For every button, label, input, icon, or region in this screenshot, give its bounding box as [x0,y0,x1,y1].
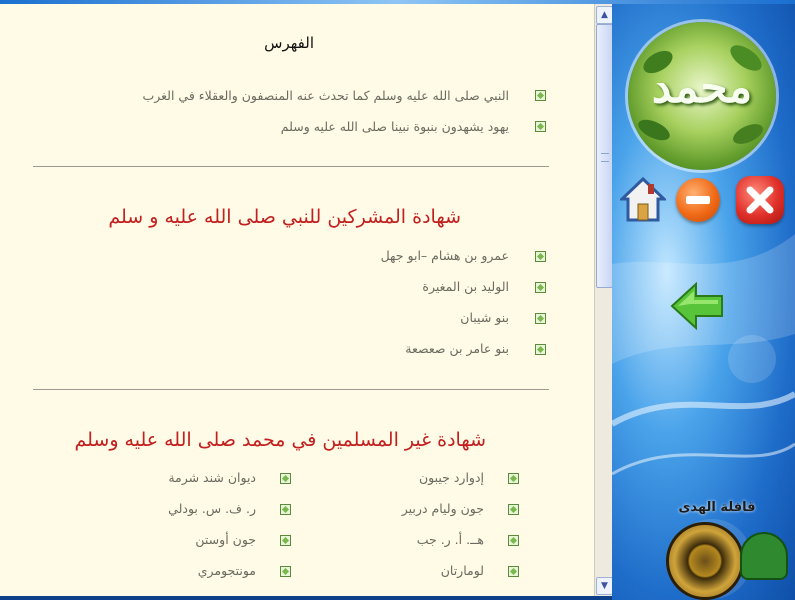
bullet-icon [508,473,519,484]
bullet-icon [508,504,519,515]
link-gibb[interactable]: هــ. أ. ر. جب [416,532,484,547]
minus-icon [686,196,710,204]
index-title: الفهرس [264,34,314,52]
section2-title: شهادة غير المسلمين في محمد صلى الله عليه وسلم [74,429,486,451]
link-prophet-west[interactable]: النبي صلى الله عليه وسلم كما تحدث عنه المنصفون والعقلاء في الغرب [142,88,509,103]
bullet-icon [280,535,291,546]
minimize-button[interactable] [676,178,720,222]
back-button[interactable] [670,282,724,330]
home-icon [620,176,666,224]
scroll-up-button[interactable]: ▲ [596,6,613,24]
link-bodley[interactable]: ر. ف. س. بودلي [168,501,256,516]
home-button[interactable] [620,176,666,224]
divider [33,166,549,167]
link-shanda[interactable]: ديوان شند شرمة [168,470,256,485]
logo-text: قافلة الهدى [678,500,756,515]
link-austin[interactable]: جون أوستن [195,532,256,547]
link-jews-testify[interactable]: يهود يشهدون بنبوة نبينا صلى الله عليه وسلم [280,119,509,134]
arrow-left-icon [670,282,724,330]
scroll-thumb[interactable] [596,24,613,288]
bullet-icon [535,251,546,262]
side-panel [612,4,795,600]
content-pane [0,4,594,596]
link-montgomery[interactable]: مونتجومري [197,563,256,578]
link-bani-shayban[interactable]: بنو شيبان [460,310,509,325]
bullet-icon [280,504,291,515]
bullet-icon [535,121,546,132]
section1-title: شهادة المشركين للنبي صلى الله عليه و سلم [108,206,461,228]
bullet-icon [535,313,546,324]
bullet-icon [535,90,546,101]
caravan-logo [662,498,792,598]
vertical-scrollbar[interactable] [594,4,613,596]
bullet-icon [508,566,519,577]
dome-icon [740,532,788,580]
link-abu-jahl[interactable]: عمرو بن هشام –ابو جهل [380,248,509,263]
bullet-icon [280,566,291,577]
scroll-down-button[interactable]: ▼ [596,577,613,595]
bullet-icon [535,344,546,355]
link-walid[interactable]: الوليد بن المغيرة [422,279,509,294]
emblem [628,22,776,170]
reel-icon [666,522,744,600]
link-gibbon[interactable]: إدوارد جيبون [418,470,484,485]
link-lamartine[interactable]: لومارتان [440,563,484,578]
emblem-text: محمد [651,62,753,113]
bullet-icon [280,473,291,484]
close-icon [736,176,784,224]
bullet-icon [535,282,546,293]
bullet-icon [508,535,519,546]
link-draper[interactable]: جون وليام دربير [401,501,484,516]
divider [33,389,549,390]
close-button[interactable] [736,176,784,224]
link-bani-amir[interactable]: بنو عامر بن صعصعة [405,341,509,356]
